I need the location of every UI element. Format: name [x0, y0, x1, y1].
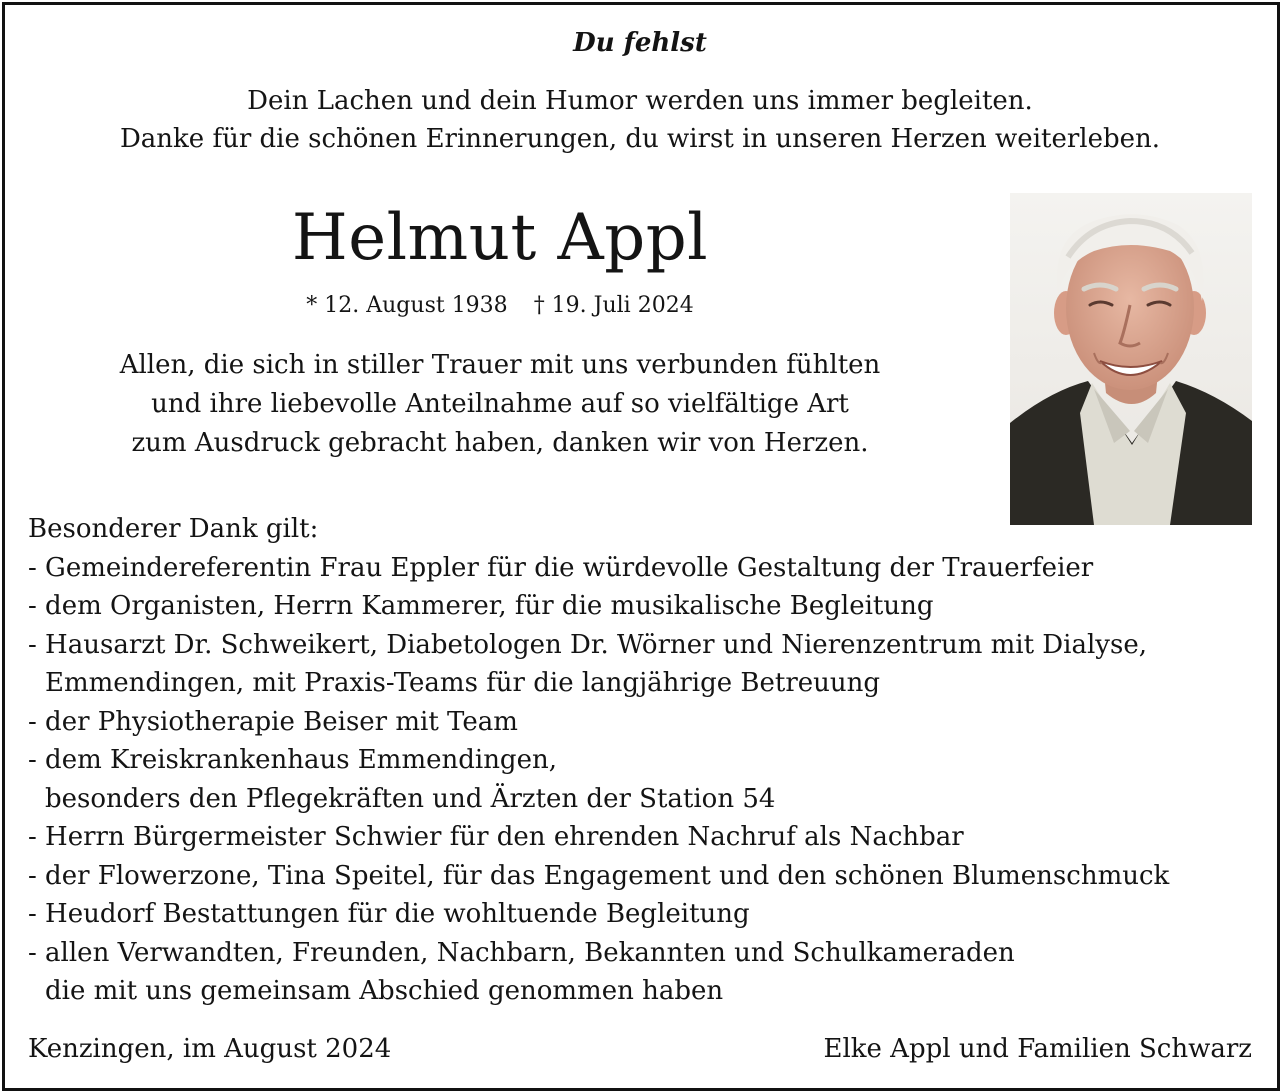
motto: Du fehlst	[573, 28, 707, 58]
death-date: † 19. Juli 2024	[533, 293, 694, 318]
place-and-date: Kenzingen, im August 2024	[28, 1034, 392, 1064]
list-item: - allen Verwandten, Freunden, Nachbarn, Bekannten und Schulkameraden	[28, 937, 1015, 968]
list-item-continuation: besonders den Pflegekräften und Ärzten der Station 54	[45, 783, 776, 814]
birth-date: * 12. August 1938	[306, 293, 508, 318]
thanks-line-1: Allen, die sich in stiller Trauer mit uns verbunden fühlten	[119, 350, 881, 380]
list-item: - Hausarzt Dr. Schweikert, Diabetologen Dr. Wörner und Nierenzentrum mit Dialyse,	[28, 629, 1147, 660]
signatories: Elke Appl und Familien Schwarz	[823, 1034, 1252, 1064]
special-thanks-list	[28, 510, 1169, 1011]
portrait-photo	[1010, 193, 1252, 525]
list-item-continuation: Emmendingen, mit Praxis-Teams für die langjährige Betreuung	[45, 668, 881, 698]
list-item-continuation: die mit uns gemeinsam Abschied genommen haben	[45, 976, 724, 1006]
thanks-line-3: zum Ausdruck gebracht haben, danken wir von Herzen.	[131, 428, 869, 458]
special-thanks-heading: Besonderer Dank gilt:	[28, 514, 319, 544]
quote-line-2: Danke für die schönen Erinnerungen, du wirst in unseren Herzen weiterleben.	[119, 124, 1161, 154]
thanks-line-2: und ihre liebevolle Anteilnahme auf so vielfältige Art	[151, 389, 849, 419]
thanks-block	[0, 346, 1000, 463]
deceased-name: Helmut Appl	[291, 201, 709, 275]
list-item: - Herrn Bürgermeister Schwier für den ehrenden Nachruf als Nachbar	[28, 822, 964, 852]
list-item: - Gemeindereferentin Frau Eppler für die würdevolle Gestaltung der Trauerfeier	[28, 552, 1094, 583]
list-item: - der Physiotherapie Beiser mit Team	[28, 706, 518, 737]
life-dates	[0, 290, 1000, 322]
list-item: - dem Organisten, Herrn Kammerer, für die musikalische Begleitung	[28, 591, 934, 621]
list-item: - Heudorf Bestattungen für die wohltuende Begleitung	[28, 899, 750, 929]
list-item: - der Flowerzone, Tina Speitel, für das Engagement und den schönen Blumenschmuck	[28, 860, 1170, 891]
list-item: - dem Kreiskrankenhaus Emmendingen,	[28, 745, 557, 775]
quote-line-1: Dein Lachen und dein Humor werden uns immer begleiten.	[247, 86, 1033, 116]
